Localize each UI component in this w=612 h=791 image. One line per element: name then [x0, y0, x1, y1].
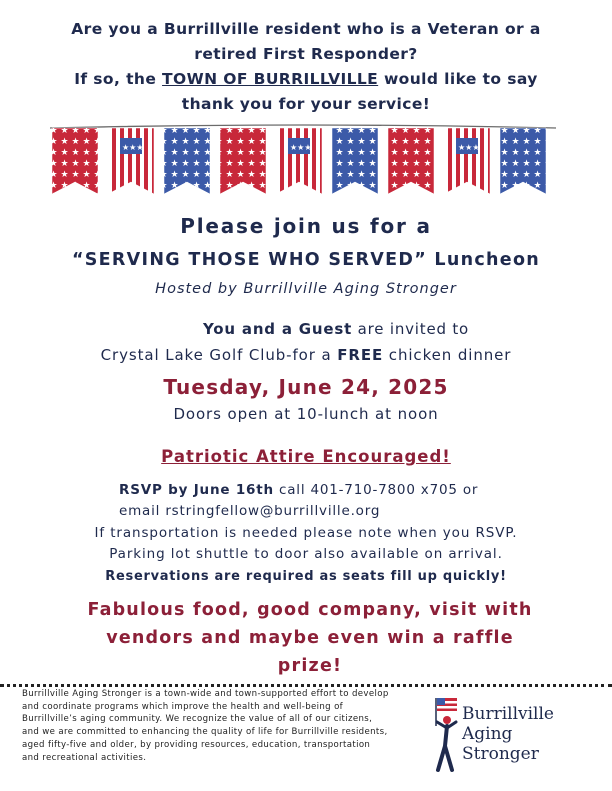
bunting-pennant-red-stars [52, 128, 98, 194]
rsvp-deadline: RSVP by June 16th [119, 482, 274, 498]
intro-line-3 [0, 67, 612, 92]
bunting-pennant-flag [276, 128, 322, 194]
bunting-pennant-blue-stars [332, 128, 378, 194]
venue-prefix: Crystal Lake Golf Club-for a [100, 346, 338, 364]
free-label: FREE [337, 346, 384, 364]
rsvp-line [119, 482, 478, 498]
bunting-pennant-flag [444, 128, 490, 194]
bunting-pennant-red-stars [220, 128, 266, 194]
dotted-divider [0, 684, 612, 687]
logo-line-1: Burrillville [462, 704, 554, 724]
logo-line-2: Aging [462, 724, 513, 744]
svg-text:★★★: ★★★ [122, 143, 144, 152]
attire-note: Patriotic Attire Encouraged! [161, 447, 451, 466]
guest-bold: You and a Guest [203, 320, 353, 338]
aging-stronger-logo [428, 694, 588, 774]
svg-text:★★★: ★★★ [290, 143, 312, 152]
invite-line [203, 320, 469, 338]
intro-line-1: Are you a Burrillville resident who is a Veteran or a [71, 20, 541, 38]
intro-line-3-prefix: If so, the [74, 70, 163, 88]
venue-suffix: chicken dinner [383, 346, 512, 364]
intro-text [0, 17, 612, 117]
transport-note: If transportation is needed please note when you RSVP. [94, 525, 518, 541]
bunting-pennant-blue-stars [164, 128, 210, 194]
bunting-string [50, 125, 556, 128]
bunting-pennant-red-stars [388, 128, 434, 194]
intro-line-2: retired First Responder? [194, 45, 418, 63]
doors-time: Doors open at 10-lunch at noon [173, 405, 439, 423]
rsvp-email: email rstringfellow@burrillville.org [119, 503, 381, 519]
hosted-by: Hosted by Burrillville Aging Stronger [155, 281, 457, 297]
about-paragraph: Burrillville Aging Stronger is a town-wide and town-supported effort to develop and coordinate programs which improve the health and well-being of Burrillville’s aging community. We recognize the value of all of our citizens, and we are committed to enhancing the quality of life for Burrillville residents, aged fifty-five and older, by providing resources, education, transportation and recreational activities. [22, 689, 389, 763]
parking-note: Parking lot shuttle to door also available on arrival. [109, 546, 503, 562]
town-name: TOWN OF BURRILLVILLE [162, 70, 379, 88]
logo-line-3: Stronger [462, 744, 539, 764]
event-date: Tuesday, June 24, 2025 [163, 375, 449, 399]
join-heading: Please join us for a [180, 214, 432, 238]
figure-with-flag-icon [428, 694, 462, 774]
event-title: “SERVING THOSE WHO SERVED” Luncheon [71, 250, 541, 270]
intro-line-4: thank you for your service! [181, 95, 431, 113]
patriotic-bunting [48, 124, 558, 200]
reservations-note: Reservations are required as seats fill up quickly! [105, 569, 507, 584]
venue-line [0, 346, 612, 364]
closing-message: Fabulous food, good company, visit with vendors and maybe even win a raffle prize! [87, 600, 533, 676]
guest-rest: are invited to [352, 320, 470, 338]
intro-line-3-suffix: would like to say [378, 70, 538, 88]
bunting-pennant-flag [108, 128, 154, 194]
bunting-pennant-blue-stars [500, 128, 546, 194]
rsvp-phone: call 401-710-7800 x705 or [273, 482, 479, 498]
svg-text:★★★: ★★★ [458, 143, 480, 152]
